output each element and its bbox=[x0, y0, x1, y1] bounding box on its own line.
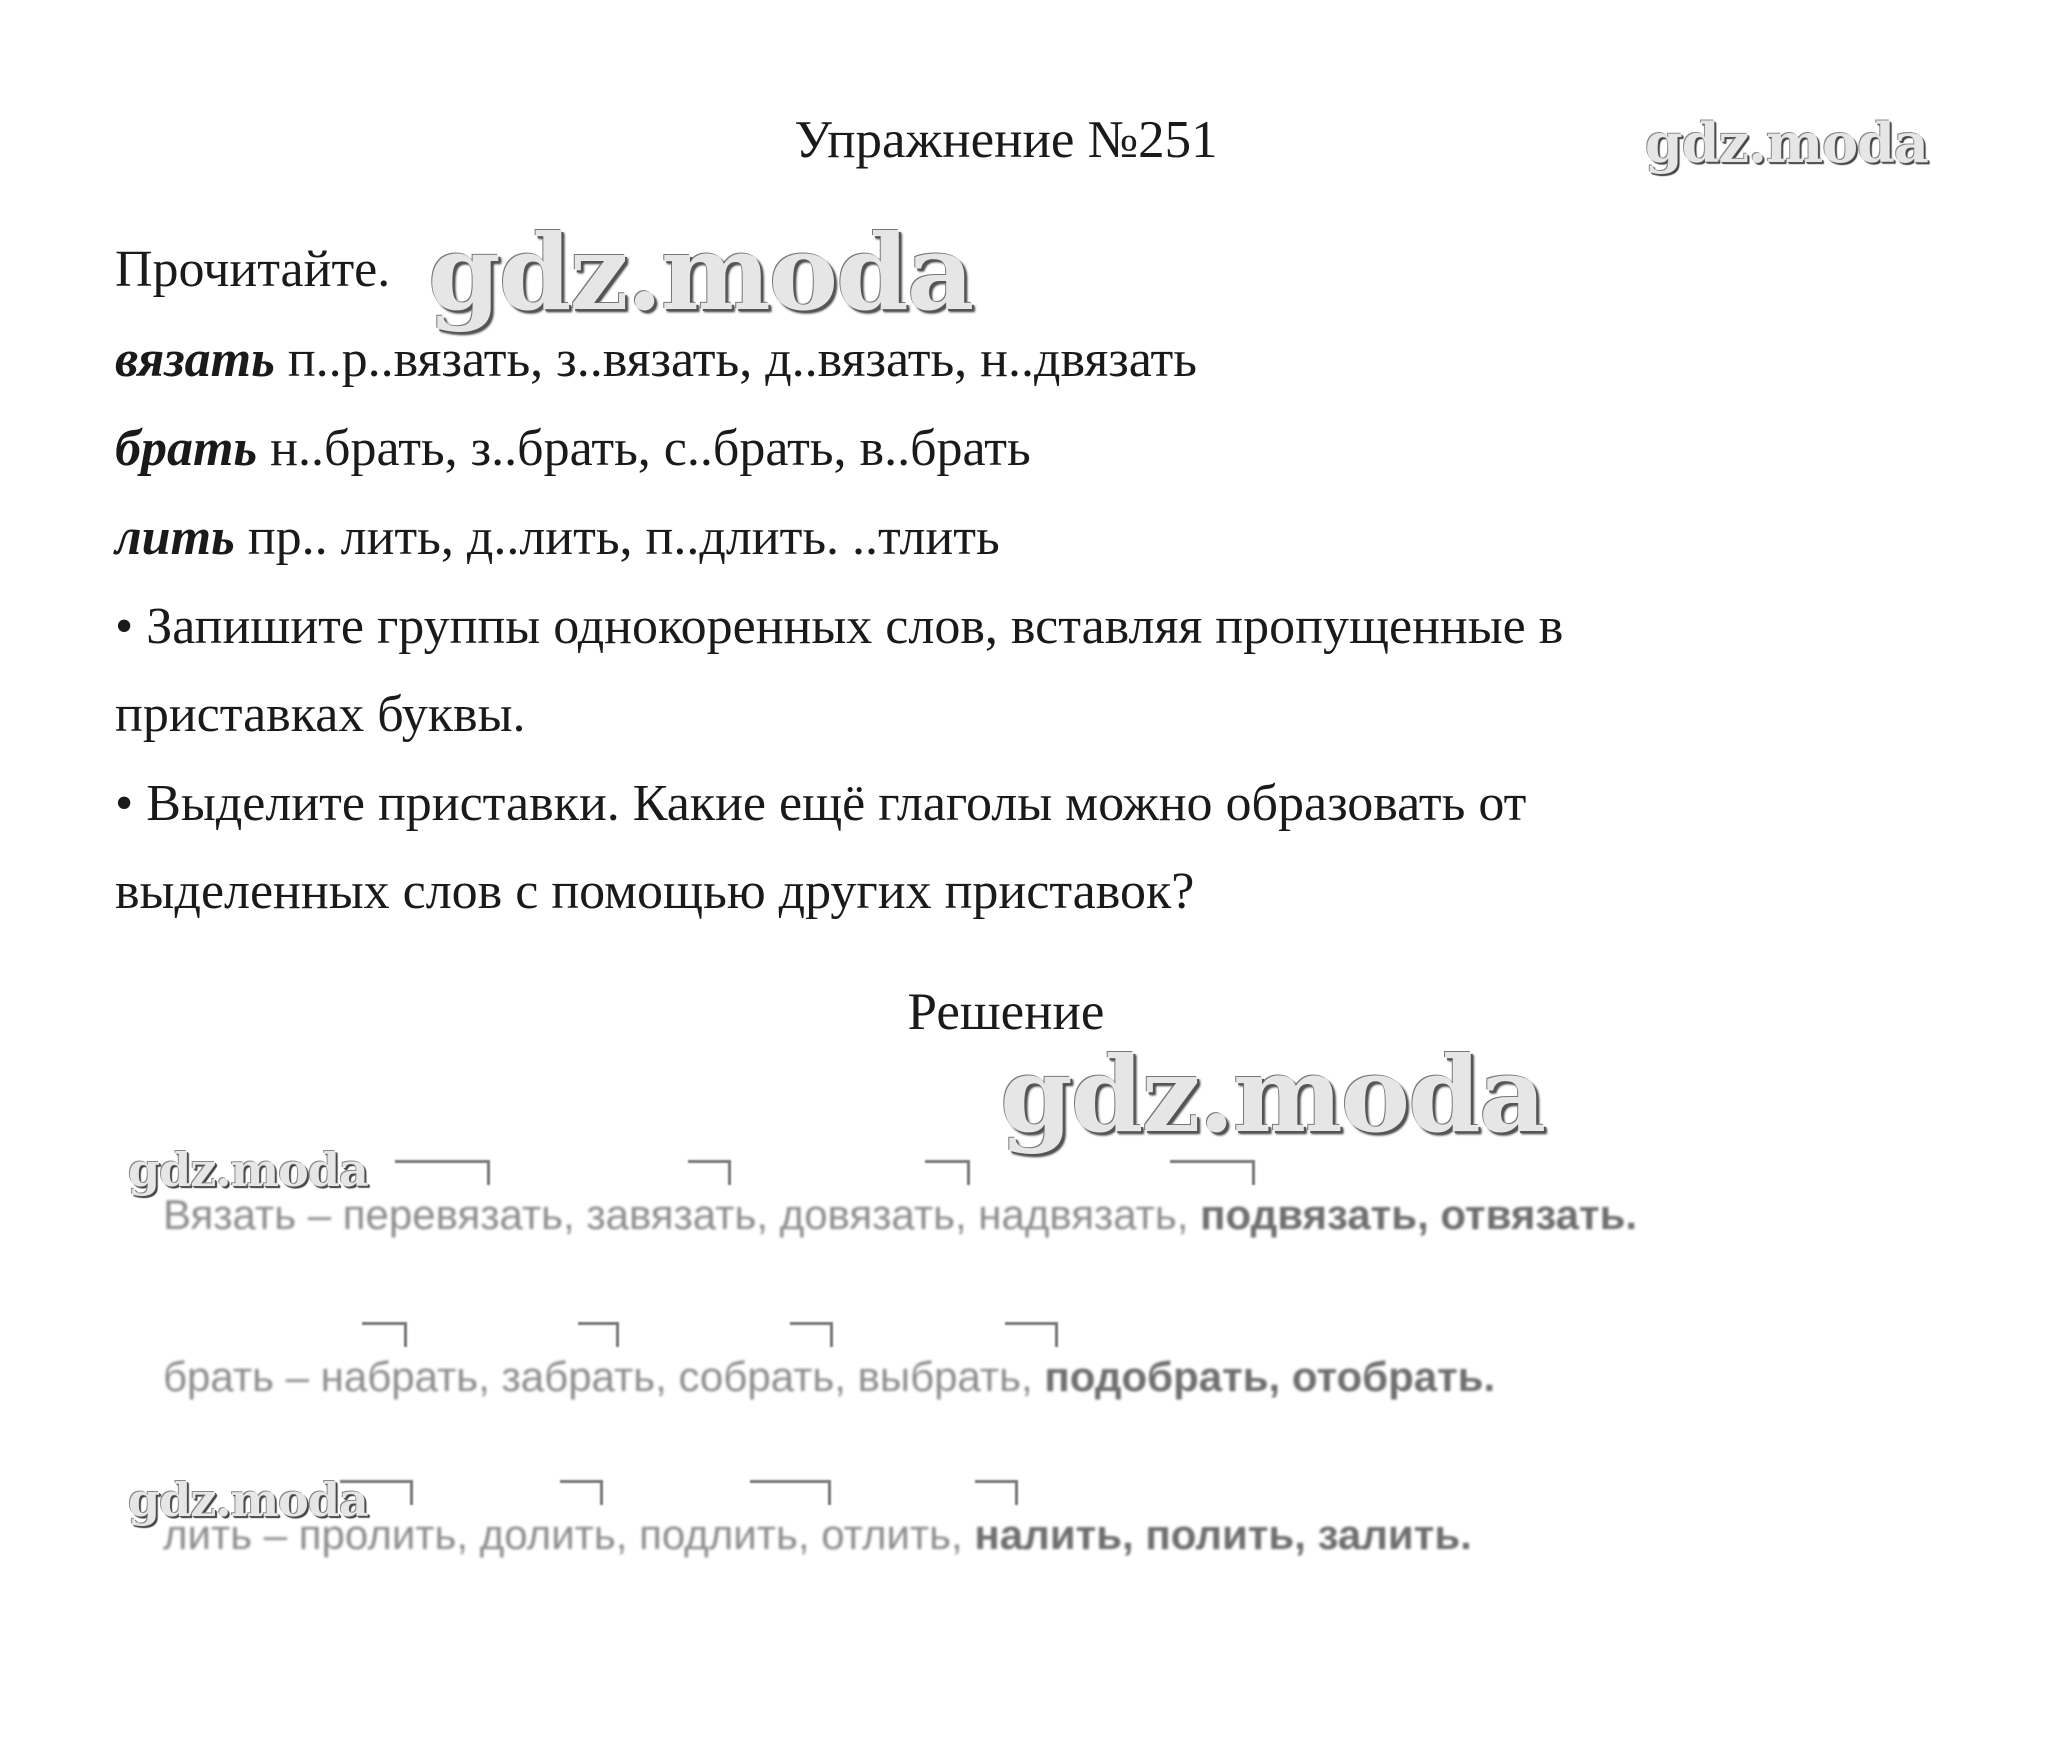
word-list: п..р..вязать, з..вязать, д..вязать, н..двязать bbox=[287, 331, 1197, 388]
prefix-marker bbox=[925, 1160, 970, 1185]
root-word: лить bbox=[115, 509, 235, 566]
word-list: пр.. лить, д..лить, п..длить. ..тлить bbox=[247, 509, 1000, 566]
word-group-row bbox=[115, 417, 1031, 481]
prefix-marker bbox=[560, 1480, 603, 1505]
prefix-marker bbox=[1005, 1322, 1058, 1347]
root-word: брать bbox=[115, 420, 258, 477]
watermark-logo: gdz.moda bbox=[128, 1473, 368, 1527]
prefix-marker bbox=[340, 1480, 413, 1505]
solution-extra: подвязать, отвязать. bbox=[1200, 1191, 1638, 1238]
instruction-text: • Запишите группы однокоренных слов, вставляя пропущенные в bbox=[115, 598, 1564, 655]
prefix-marker bbox=[975, 1480, 1018, 1505]
solution-line bbox=[163, 1510, 1472, 1560]
solution-extra: подобрать, отобрать. bbox=[1044, 1353, 1496, 1400]
word-group-row bbox=[115, 506, 1000, 570]
prefix-marker bbox=[362, 1322, 407, 1347]
prefix-marker bbox=[1170, 1160, 1255, 1185]
word-list: н..брать, з..брать, с..брать, в..брать bbox=[270, 420, 1031, 477]
solution-line bbox=[163, 1190, 1637, 1240]
solution-plain: брать – набрать, забрать, собрать, выбрать, bbox=[163, 1353, 1045, 1400]
watermark-logo: gdz.moda bbox=[428, 211, 973, 334]
solution-heading: Решение bbox=[907, 983, 1105, 1041]
solution-plain: лить – пролить, долить, подлить, отлить, bbox=[163, 1511, 975, 1558]
watermark-logo: gdz.moda bbox=[1645, 111, 1928, 175]
solution-line bbox=[163, 1352, 1495, 1402]
exercise-title: Упражнение №251 bbox=[794, 111, 1218, 169]
prefix-marker bbox=[395, 1160, 490, 1185]
watermark-logo: gdz.moda bbox=[1000, 1033, 1545, 1156]
solution-plain: Вязать – перевязать, завязать, довязать, надвязать, bbox=[163, 1191, 1201, 1238]
task-intro: Прочитайте. bbox=[115, 241, 391, 298]
watermark-logo: gdz.moda bbox=[128, 1143, 368, 1197]
word-group-row bbox=[115, 328, 1197, 392]
instruction-text: • Выделите приставки. Какие ещё глаголы можно образовать от bbox=[115, 775, 1527, 832]
prefix-marker bbox=[790, 1322, 833, 1347]
root-word: вязать bbox=[115, 331, 275, 388]
prefix-marker bbox=[578, 1322, 619, 1347]
prefix-marker bbox=[750, 1480, 831, 1505]
instruction-text: выделенных слов с помощью других приставок? bbox=[115, 863, 1195, 920]
prefix-marker bbox=[688, 1160, 731, 1185]
instruction-text: приставках буквы. bbox=[115, 686, 526, 743]
solution-extra: налить, полить, залить. bbox=[974, 1511, 1472, 1558]
